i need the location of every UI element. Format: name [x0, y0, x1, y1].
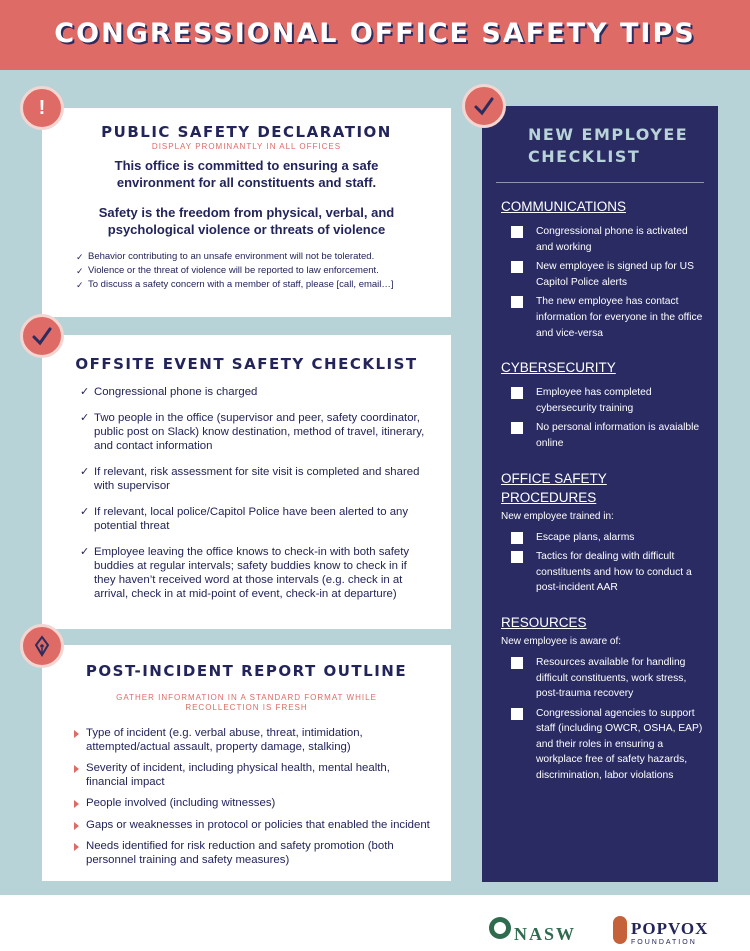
checklist-item-label: No personal information is avaialble online — [536, 422, 700, 449]
cybersecurity-heading: CYBERSECURITY — [501, 360, 616, 376]
offsite-heading: OFFSITE EVENT SAFETY CHECKLIST — [75, 355, 418, 373]
checklist-item — [511, 259, 706, 290]
pen-nib-icon — [20, 624, 64, 668]
public-safety-statement-2 — [42, 204, 451, 238]
popvox-logo-subtext: FOUNDATION — [631, 939, 697, 946]
checklist-item-label: Resources available for handling difficult constituents, work stress, post-trauma recovery — [536, 656, 687, 700]
checkbox[interactable] — [511, 422, 523, 434]
checklist-item-label: Tactics for dealing with difficult constituents and how to conduct a post-incident AAR — [536, 551, 692, 594]
popvox-logo — [613, 914, 729, 946]
checklist-item — [511, 294, 706, 341]
public-safety-statement-1 — [42, 157, 451, 191]
public-safety-subheading: DISPLAY PROMINANTLY IN ALL OFFICES — [151, 142, 342, 151]
office-safety-intro: New employee trained in: — [501, 510, 614, 522]
checklist-item-label: Congressional agencies to support staff (including OWCR, OSHA, EAP) and their roles in ensuring a workplace free of safety hazards, discrimination, labor violations — [536, 707, 703, 782]
public-safety-card — [42, 108, 451, 317]
public-safety-heading: PUBLIC SAFETY DECLARATION — [101, 123, 392, 141]
checklist-item — [511, 224, 706, 255]
offsite-event-card — [42, 335, 451, 629]
communications-heading: COMMUNICATIONS — [501, 199, 626, 214]
popvox-logo-text: POPVOX — [631, 919, 709, 938]
list-item: ✓ Behavior contributing to an unsafe environment will not be tolerated. — [76, 250, 451, 264]
list-item: Severity of incident, including physical health, mental health, financial impact — [72, 762, 431, 789]
office-safety-heading-line-2: PROCEDURES — [501, 489, 597, 505]
checkbox[interactable] — [511, 296, 523, 308]
exclamation-icon: ! — [20, 86, 64, 130]
checkbox[interactable] — [511, 708, 523, 720]
pen-nib-icon-svg — [31, 635, 53, 657]
office-safety-heading — [501, 469, 718, 507]
checkbox[interactable] — [511, 532, 523, 544]
list-item: Gaps or weaknesses in protocol or policies that enabled the incident — [72, 819, 431, 833]
list-item: ✓ Congressional phone is charged — [80, 385, 431, 399]
new-employee-checklist — [482, 106, 718, 882]
list-item: ✓ To discuss a safety concern with a member of staff, please [call, email…] — [76, 278, 451, 292]
checkmark-icon — [462, 84, 506, 128]
list-item: ✓ If relevant, local police/Capitol Police have been alerted to any potential threat — [80, 505, 431, 533]
page-title: CONGRESSIONAL OFFICE SAFETY TIPS — [54, 18, 696, 49]
checkbox[interactable] — [511, 551, 523, 563]
checklist-item — [511, 530, 706, 546]
list-item: ✓ Two people in the office (supervisor and peer, safety coordinator, public post on Slack) know destination, method of travel, itinerary, and contact information — [80, 411, 431, 453]
post-incident-card — [42, 645, 451, 881]
list-item: ✓ Employee leaving the office knows to check-in with both safety buddies at regular intervals; safety buddies know to check in if they haven’t received word at those intervals (e.g. check in at arrival, check in at mid-point of event, check-in at departure) — [80, 545, 431, 601]
checkbox[interactable] — [511, 657, 523, 669]
list-item: People involved (including witnesses) — [72, 797, 431, 811]
office-safety-list — [511, 530, 706, 596]
cnasw-logo — [488, 914, 588, 946]
checklist-item — [511, 549, 706, 596]
post-incident-subheading: GATHER INFORMATION IN A STANDARD FORMAT WHILE RECOLLECTION IS FRESH — [116, 693, 377, 712]
resources-list — [511, 655, 706, 784]
checklist-item — [511, 655, 706, 702]
list-item: ✓ If relevant, risk assessment for site visit is completed and shared with supervisor — [80, 465, 431, 493]
checklist-item-label: Congressional phone is activated and working — [536, 226, 688, 253]
resources-intro: New employee is aware of: — [501, 635, 622, 647]
checkmark-icon-svg — [31, 325, 53, 347]
title-banner — [0, 0, 750, 70]
checklist-title-line-1: NEW EMPLOYEE — [528, 125, 689, 144]
cnasw-logo-text: NASW — [514, 924, 577, 944]
checklist-item — [511, 420, 706, 451]
offsite-list — [80, 385, 431, 601]
statement-1-line-1: This office is committed to ensuring a safe — [114, 158, 379, 173]
list-item: ✓ Violence or the threat of violence will be reported to law enforcement. — [76, 264, 451, 278]
office-safety-heading-line-1: OFFICE SAFETY — [501, 470, 607, 486]
statement-2-line-1: Safety is the freedom from physical, verbal, and — [98, 205, 395, 220]
divider — [496, 182, 704, 183]
checkmark-icon-svg — [473, 95, 495, 117]
checklist-title — [528, 124, 718, 168]
public-safety-list — [76, 250, 451, 292]
checkbox[interactable] — [511, 261, 523, 273]
statement-1-line-2: environment for all constituents and staff. — [116, 175, 377, 190]
checkbox[interactable] — [511, 226, 523, 238]
checkbox[interactable] — [511, 387, 523, 399]
communications-list — [511, 224, 706, 341]
resources-heading: RESOURCES — [501, 614, 587, 630]
list-item: Needs identified for risk reduction and safety promotion (both personnel training and safety measures) — [72, 840, 431, 867]
checklist-item-label: The new employee has contact information for everyone in the office and vice-versa — [536, 296, 703, 339]
cybersecurity-list — [511, 385, 706, 451]
list-item: Type of incident (e.g. verbal abuse, threat, intimidation, attempted/actual assault, property damage, stalking) — [72, 727, 431, 754]
checklist-item-label: New employee is signed up for US Capitol Police alerts — [536, 261, 694, 288]
statement-2-line-2: psychological violence or threats of violence — [107, 222, 386, 237]
checklist-item — [511, 385, 706, 416]
post-incident-list — [72, 727, 431, 867]
post-incident-heading: POST-INCIDENT REPORT OUTLINE — [85, 662, 408, 680]
checklist-item — [511, 706, 706, 784]
checklist-title-line-2: CHECKLIST — [528, 147, 641, 166]
checklist-item-label: Employee has completed cybersecurity training — [536, 387, 652, 414]
checkmark-icon — [20, 314, 64, 358]
checklist-item-label: Escape plans, alarms — [536, 531, 635, 543]
